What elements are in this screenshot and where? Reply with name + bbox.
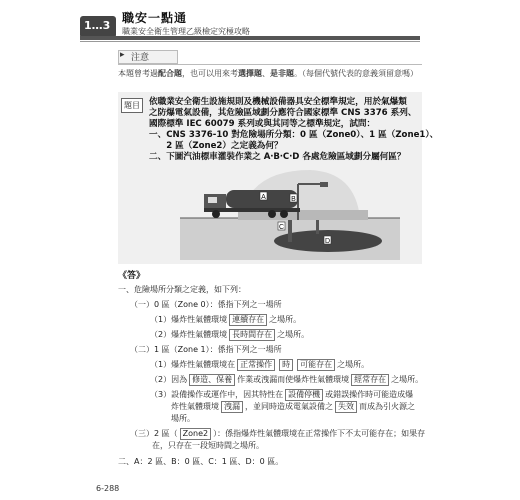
header-rule (80, 36, 420, 40)
keyword-box: 修造、保養 (189, 374, 235, 386)
note-bold: 是非題 (270, 69, 294, 78)
item-text: 之場所。 (391, 375, 424, 384)
item-text: 炸性氣體環境 (171, 402, 219, 411)
book-subtitle: 職業安全衛生管理乙級檢定究極攻略 (122, 27, 250, 36)
label-a: A (261, 194, 266, 201)
label-c: C (278, 224, 285, 231)
item-text: （2）因為 (150, 375, 188, 384)
arrow-right-icon: ▸ (120, 50, 125, 60)
item-text: 作業或洩漏而使爆炸性氣體環境 (237, 375, 350, 384)
zone2-heading (130, 428, 425, 440)
page-number: 6-288 (96, 484, 120, 493)
zone1-heading: （二）1 區（Zone 1）：係指下列之一場所 (130, 345, 282, 354)
keyword-box: Zone2 (180, 428, 211, 440)
zone1-item-2 (150, 374, 423, 386)
note-bold: 配合題 (158, 69, 182, 78)
zone0-item-1 (150, 314, 301, 326)
item-text: 而成為引火源之 (359, 402, 415, 411)
keyword-box: 正常操作 (237, 359, 275, 371)
keyword-box: 可能存在 (297, 359, 335, 371)
answer-section-1: 一、危險場所分類之定義，如下列： (118, 285, 246, 294)
question-line: 之防爆電氣設備，其危險區域劃分應符合國家標準 CNS 3376 系列、 (149, 108, 417, 118)
keyword-box: 時 (279, 359, 293, 371)
item-text: 之場所。 (277, 330, 310, 339)
item-text: （3）設備操作或運作中，因其特性在 (150, 390, 284, 399)
item-text: （1）爆炸性氣體環境 (150, 315, 228, 324)
item-text: ）：係指爆炸性氣體環境在正常操作下不太可能存在；如果存 (213, 429, 426, 438)
note-text: 、 (262, 69, 270, 78)
keyword-box: 洩漏 (221, 401, 243, 413)
question-line: 國際標準 IEC 60079 系列或與其同等之標準規定，試問： (149, 119, 376, 129)
item-text: （1）爆炸性氣體環境在 (150, 360, 236, 369)
keyword-box: 經常存在 (351, 374, 389, 386)
answer-section-2: 二、A：2 區、B：0 區、C：1 區、D：0 區。 (118, 457, 284, 466)
tip-note (118, 68, 428, 80)
zone0-heading: （一）0 區（Zone 0）：係指下列之一場所 (130, 300, 282, 309)
question-text (149, 97, 439, 163)
label-d: D (324, 238, 331, 245)
label-b: B (291, 196, 296, 203)
note-text: 本題曾考過 (118, 69, 158, 78)
zone2-line-2: 在，只存在一段短時間之場所。 (152, 441, 264, 450)
keyword-box: 連續存在 (229, 314, 267, 326)
question-line: 依職業安全衛生設施規則及機械設備器具安全標準規定，用於氣爆類 (149, 97, 407, 107)
header-rule-thin (80, 41, 420, 42)
answer-heading: 《答》 (118, 271, 146, 281)
question-line: 一、CNS 3376-10 對危險場所分類：0 區（Zone0）、1 區（Zone1）、 (149, 130, 439, 140)
keyword-box: 失效 (335, 401, 357, 413)
zone1-item-3-end: 場所。 (171, 414, 195, 423)
book-title: 職安一點通 (122, 11, 188, 25)
zone1-item-3 (150, 389, 413, 401)
question-tag: 題目 (121, 98, 143, 113)
note-text: ，也可以用來考 (182, 69, 238, 78)
logo-text: 1…3 (84, 19, 111, 32)
tip-label: 注意 (131, 53, 150, 63)
note-text: 。（每個代號代表的意義須留意嗎） (294, 69, 418, 78)
keyword-box: 長時間存在 (229, 329, 275, 341)
tip-divider (118, 64, 422, 65)
item-text: 或錯誤操作時可能造成爆 (325, 390, 414, 399)
item-text: ，並同時造成電氣設備之 (245, 402, 333, 411)
zone1-item-3-cont (171, 401, 415, 413)
item-text: 之場所。 (337, 360, 370, 369)
zone0-item-2 (150, 329, 309, 341)
note-bold: 選擇題 (238, 69, 262, 78)
book-logo (80, 16, 116, 38)
zone1-item-1 (150, 359, 369, 371)
item-text: 之場所。 (269, 315, 302, 324)
question-line: 二、下圖汽油標車灌裝作業之 A‧B‧C‧D 各處危險區域劃分屬何區？ (149, 152, 406, 162)
keyword-box: 設備停機 (285, 389, 323, 401)
question-line: 2 區（Zone2）之定義為何？ (149, 141, 283, 151)
tanker-diagram (180, 168, 400, 260)
item-text: （2）爆炸性氣體環境 (150, 330, 228, 339)
item-text: （三）2 區（ (130, 429, 178, 438)
